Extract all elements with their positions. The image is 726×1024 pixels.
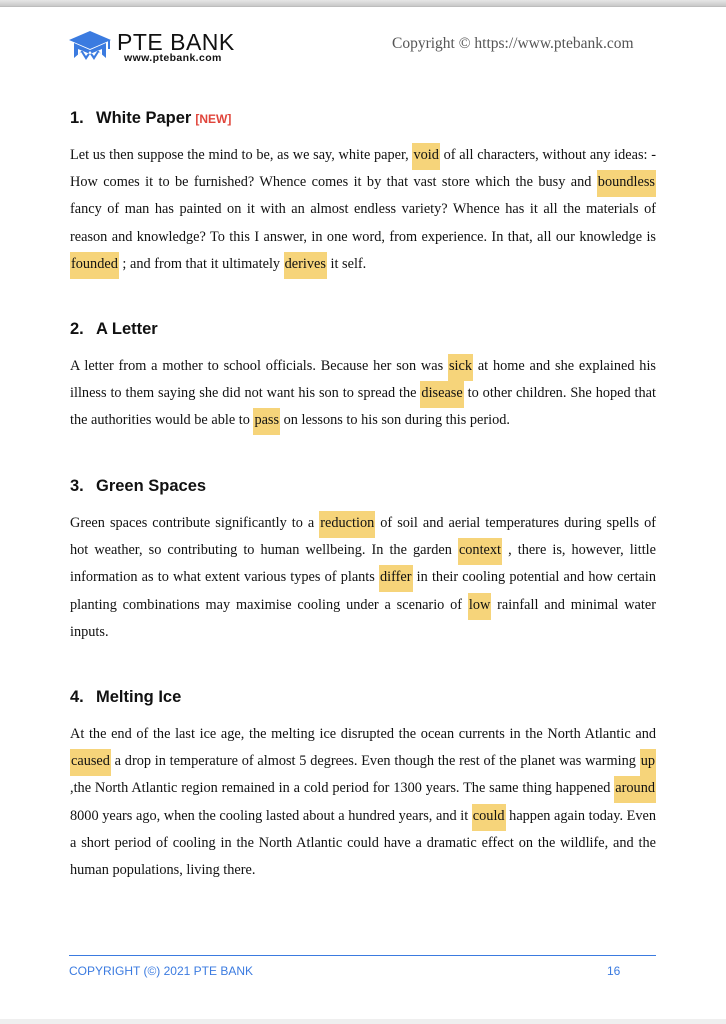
section-title: Melting Ice bbox=[96, 688, 182, 706]
graduation-cap-icon bbox=[68, 30, 112, 64]
paragraph-text: Green spaces contribute significantly to a bbox=[70, 515, 320, 531]
section-number: 2. bbox=[70, 320, 84, 338]
new-badge: [NEW] bbox=[195, 112, 232, 126]
window-bottom-bar bbox=[0, 1019, 726, 1024]
section-number: 3. bbox=[70, 477, 84, 495]
page-number: 16 bbox=[607, 964, 621, 978]
paragraph-text: At the end of the last ice age, the melting ice disrupted the ocean currents in the North Atlantic and bbox=[70, 726, 656, 742]
paragraph-text: a drop in temperature of almost 5 degrees. Even though the rest of the planet was warming bbox=[110, 753, 640, 770]
highlighted-word: sick bbox=[448, 354, 473, 381]
footer-copyright: COPYRIGHT (©) 2021 PTE BANK bbox=[69, 964, 254, 978]
paragraph-text: of soil and aerial temperatures during spells of hot weather, so contributing to human wellbeing. In the garden bbox=[70, 515, 656, 559]
highlighted-word: boundless bbox=[597, 170, 656, 197]
logo-url: www.ptebank.com bbox=[124, 52, 222, 64]
paragraph-text: A letter from a mother to school officials. Because her son was bbox=[70, 358, 448, 374]
paragraph-text: rainfall and minimal water inputs. bbox=[70, 596, 656, 640]
footer-divider bbox=[69, 955, 656, 956]
pte-bank-logo bbox=[68, 28, 248, 68]
section-heading bbox=[70, 687, 181, 707]
paragraph-text: in their cooling potential and how certain planting combinations may maximise cooling under a scenario of bbox=[70, 569, 657, 613]
header-copyright: Copyright © https://www.ptebank.com bbox=[392, 35, 634, 52]
section-heading bbox=[70, 476, 206, 496]
highlighted-word: differ bbox=[379, 565, 413, 592]
section-title: A Letter bbox=[96, 320, 158, 338]
paragraph-text: it self. bbox=[326, 255, 367, 272]
highlighted-word: could bbox=[472, 804, 506, 831]
paragraph-text: of all characters, without any ideas: - How comes it to be furnished? Whence comes it by that vast store which the busy and bbox=[70, 147, 656, 191]
paragraph-text: ; and from that it ultimately bbox=[118, 255, 284, 272]
section-heading bbox=[70, 319, 158, 339]
paragraph-text: fancy of man has painted on it with an almost endless variety? Whence has it all the materials of reason and knowledge? To this I answer, in one word, from experience. In that, all our knowledge is bbox=[70, 201, 656, 245]
section-number: 1. bbox=[70, 109, 84, 127]
paragraph-text: , there is, however, little information as to what extent various types of plants bbox=[70, 542, 656, 586]
highlighted-word: around bbox=[614, 776, 656, 803]
highlighted-word: up bbox=[640, 749, 656, 776]
highlighted-word: context bbox=[458, 538, 502, 565]
highlighted-word: founded bbox=[70, 252, 119, 279]
logo-title: PTE BANK bbox=[117, 29, 235, 55]
paragraph-text: to other children. She hoped that the authorities would be able to bbox=[70, 385, 656, 429]
paragraph-text: at home and she explained his illness to them saying she did not want his son to spread the bbox=[70, 358, 656, 402]
section-paragraph bbox=[70, 721, 656, 884]
section-title: White Paper bbox=[96, 109, 192, 127]
highlighted-word: low bbox=[468, 593, 491, 620]
section-paragraph bbox=[70, 142, 656, 278]
window-top-bar bbox=[0, 0, 726, 7]
section-paragraph bbox=[70, 353, 656, 435]
paragraph-text: 8000 years ago, when the cooling lasted about a hundred years, and it bbox=[70, 807, 472, 824]
section-title: Green Spaces bbox=[96, 477, 207, 495]
section-paragraph bbox=[70, 510, 656, 646]
paragraph-text: on lessons to his son during this period. bbox=[280, 412, 511, 429]
highlighted-word: caused bbox=[70, 749, 111, 776]
highlighted-word: pass bbox=[253, 408, 280, 435]
paragraph-text: happen again today. Even a short period of cooling in the North Atlantic could have a dramatic effect on the wildlife, and the human populations, living there. bbox=[70, 807, 657, 879]
section-heading bbox=[70, 108, 231, 129]
section-number: 4. bbox=[70, 688, 84, 706]
paragraph-text: Let us then suppose the mind to be, as we say, white paper, bbox=[70, 147, 413, 163]
paragraph-text: ,the North Atlantic region remained in a cold period for 1300 years. The same thing happened bbox=[70, 780, 615, 797]
highlighted-word: disease bbox=[420, 381, 463, 408]
highlighted-word: derives bbox=[284, 252, 327, 279]
highlighted-word: reduction bbox=[319, 511, 375, 538]
highlighted-word: void bbox=[412, 143, 439, 170]
